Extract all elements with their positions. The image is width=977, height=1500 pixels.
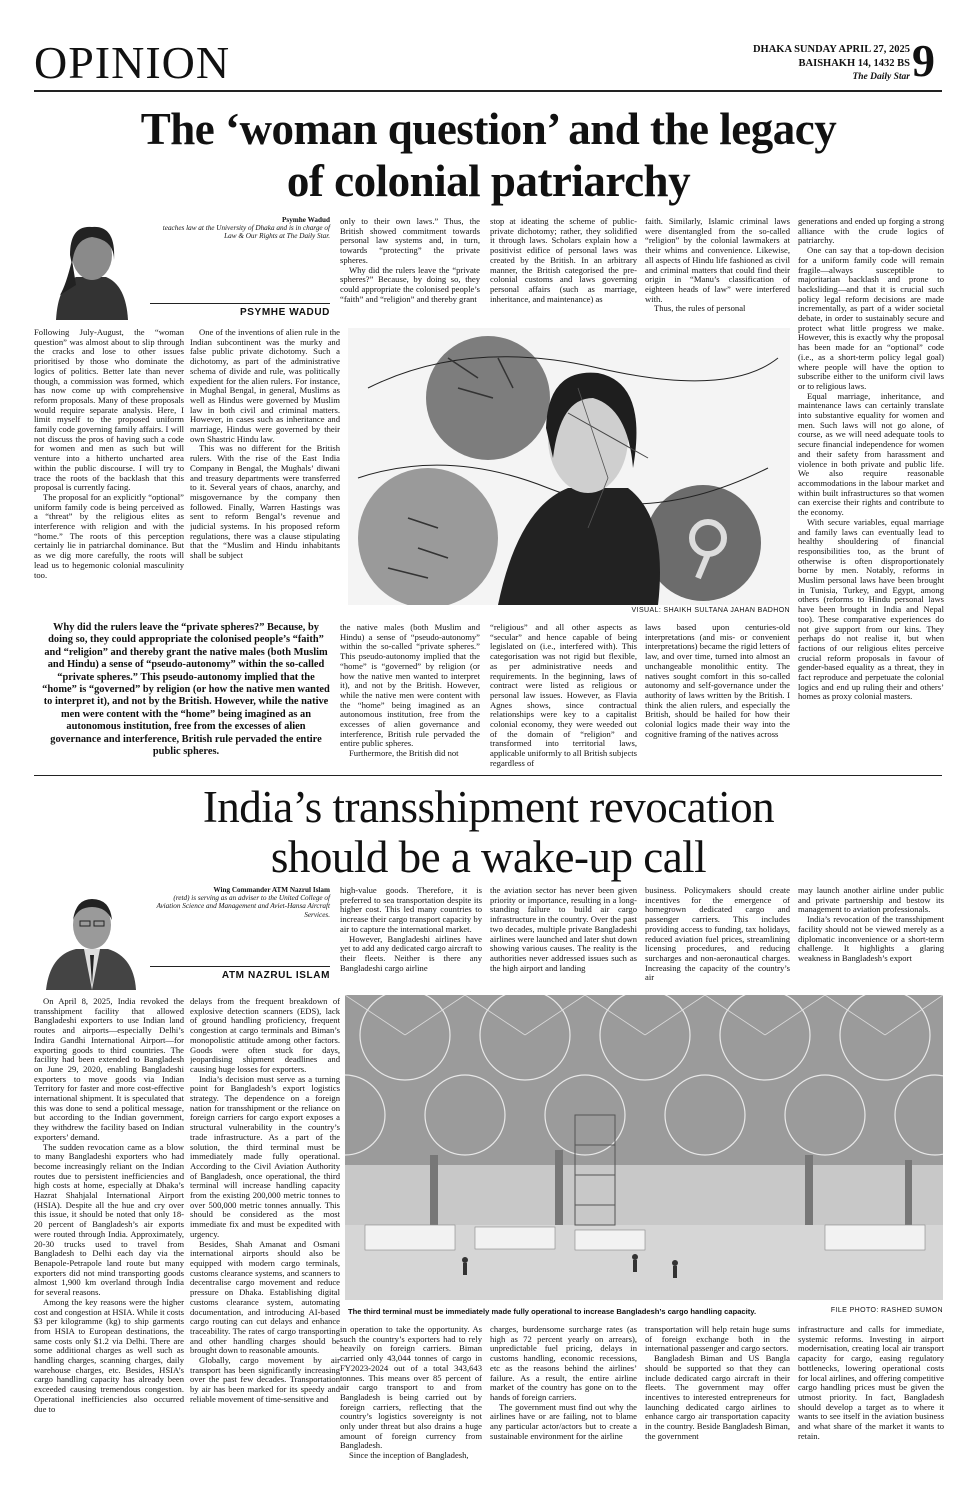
paragraph: Thus, the rules of personal xyxy=(654,303,746,314)
article1-col-h xyxy=(490,623,637,769)
date-line: DHAKA SUNDAY APRIL 27, 2025 xyxy=(752,44,910,55)
section-title: OPINION xyxy=(34,37,231,88)
paper-name: The Daily Star xyxy=(852,72,910,82)
paragraph: With secure variables, equal marriage and family laws can eventually lead to healthy shouldering of financial responsibilities too, as the brunt of otherwise is often disproportionately borne by men. Notably, reforms in Muslim personal laws have been brought in Tunisia, Turkey, and Egypt, among others (reforms to Hindu personal laws have been brought in India and Nepal too). These comparative experiences do not give support from our kins. They perhaps do not realise it, but when factions of our religious elites perceive crucial reform proposals in favour of gender-based equality as a threat, they in fact reproduce and perpetuate the colonial logics and end up ruling their and others’ homes as proxy colonial masters. xyxy=(798,516,944,702)
article1-col-i xyxy=(645,623,790,769)
article-divider xyxy=(34,775,942,776)
paragraph: On April 8, 2025, India revoked the transshipment facility that allowed Bangladeshi exporters to use Indian land routes and airports—especially Delhi’s Indira Gandhi International Airport—for exporting goods to third countries. The facility had been extended to Bangladesh on June 29, 2020, enabling Bangladeshi exporters to move goods via Indian Territory for faster and more cost-effective international shipment. It is speculated that this was done to send a political message, but according to the Indian government, they withdrew the facility based on Indian exporters’ demand. xyxy=(34,997,184,1142)
article2-col-f xyxy=(190,997,340,1475)
article1-visual-credit: VISUAL: SHAIKH SULTANA JAHAN BADHON xyxy=(631,607,790,614)
paragraph: high-value goods. Therefore, it is preferred to sea transportation despite its higher cost. This led many countries to increase their cargo transport capacity by air to capture the international market. xyxy=(340,886,482,934)
paragraph: transportation will help retain huge sums of foreign exchange both in the international passenger and cargo sectors. xyxy=(645,1325,790,1354)
paragraph: the aviation sector has never been given priority or importance, resulting in a long-standing failure to build air cargo infrastructure in the country. Over the past two decades, multiple private Bangladeshi airlines were launched and later shut down showing various causes. The reality is the authorities never addressed issues such as the high airport and landing xyxy=(490,886,637,973)
paragraph: Among the key reasons were the higher cost and congestion at HSIA. While it costs $3 per kilogramme (kg) to ship garments from HSIA to European destinations, the same costs only $1.2 via Delhi. There are some additional charges as well such as handling charges, scanning charges, daily warehouse charges, etc. Besides, HSIA’s cargo handling capacity has already been exceeded causing tremendous congestion. Operational inefficiencies also occurred due to xyxy=(34,1296,184,1414)
article2-col-b xyxy=(490,886,637,986)
paragraph: Why did the rulers leave the “private spheres?” Because, by doing so, they could appropriate the colonised people’s “faith” and “religion” and thereby grant xyxy=(340,264,480,304)
article2-col-c xyxy=(645,886,790,986)
paragraph: may launch another airline under public and private partnership and bestow its management to aviation professionals. xyxy=(798,886,944,915)
paragraph: the native males (both Muslim and Hindu) a sense of “pseudo-autonomy” within the so-called “private spheres.” This pseudo-autonomy implied that the “home” is “governed” by religion (or how the native men wanted to interpret it), and not by the British. However, while the native men were content with the “home” being imagined as an autonomous institution, free from the excesses of alien governance and interference, British rule pervaded the entire public spheres. xyxy=(340,623,480,749)
photo-caption: The third terminal must be immediately made fully operational to increase Bangladesh’s cargo handling capacity. xyxy=(348,1307,757,1316)
article1-col-a xyxy=(34,328,184,613)
paragraph: However, Bangladeshi airlines have yet to add any dedicated cargo aircraft to their fleets. Neither is there any Bangladeshi cargo airline xyxy=(340,933,482,973)
article2-author-name: Wing Commander ATM Nazrul Islam xyxy=(213,886,330,894)
article2-headline-line1: India’s transshipment revocation xyxy=(202,782,775,832)
paragraph: India’s revocation of the transshipment facility should not be viewed merely as a diplomatic inconvenience or a short-term challenge. It highlights a glaring weakness in Bangladesh’s export xyxy=(798,914,944,963)
paragraph: Globally, cargo movement by air transport has been significantly increasing over the past few decades. Transportation by air has been marked for its speedy and reliable movement of time-sensitive and xyxy=(190,1355,340,1404)
article2-col-j xyxy=(798,1325,944,1475)
article1-author-bio xyxy=(150,216,330,241)
paragraph: India’s decision must serve as a turning point for Bangladesh’s export logistics strategy. The dependence on a foreign nation for transshipment or the reliance on foreign carriers for cargo export exposes a structural vulnerability in the country’s trade infrastructure. As a part of the solution, the third terminal must be immediately made fully operational. According to the Civil Aviation Authority of Bangladesh, once operational, the third terminal will increase handling capacity from the existing 200,000 metric tonnes to over 500,000 metric tonnes annually. This should be considered as the most immediate fix and must be expedited with urgency. xyxy=(190,1073,340,1239)
paragraph: One can say that a top-down decision for a uniform family code will remain fragile—always susceptible to majoritarian backlash and prone to backsliding—and that it is crucial such policy legal reform decisions are made incrementally, as part of a wider societal debate, in order to sustainably secure and protect what little progress we make. However, this is exactly why the proposal has been made for an “optional” code (i.e., as a short-term policy legal goal) where people will have the option to subscribe either to the uniform civil laws or to religious laws. xyxy=(798,245,944,391)
paragraph: only to their own laws.” Thus, the British showed commitment towards personal law systems and, in turn, towards “protecting” the private spheres. xyxy=(340,217,480,265)
paragraph: delays from the frequent breakdown of explosive detection scanners (EDS), lack of ground handling proficiency, frequent congestion at cargo terminals and Biman’s monopolistic attitude among other factors. Goods were often stuck for days, jeopardising shipment deadlines and causing huge losses for exporters. xyxy=(190,997,340,1074)
paragraph: Furthermore, the British did not xyxy=(349,748,459,759)
article1-col-b xyxy=(190,328,340,613)
article2-col-a xyxy=(340,886,482,986)
article2-col-i xyxy=(645,1325,790,1475)
article2-col-d xyxy=(798,886,944,986)
paragraph: The proposal for an explicitly “optional” uniform family code is being perceived as a “threat” by the religious elites as interference with religion and with the “home.” The roots of this perception certainly lie in patriarchal dominance. But as we dig more carefully, the roots will lead us to hegemonic colonial masculinity too. xyxy=(34,491,184,580)
paragraph: Besides, Shah Amanat and Osmani international airports should also be equipped with modern cargo terminals, customs clearance systems, and scanners to decentralise cargo movement and reduce pressure on Dhaka. Establishing digital customs clearance system, automating documentation, and introducing AI-based cargo routing can cut delays and enhance traceability. The rates of cargo transporting and other handling charges should be brought down to reasonable amounts. xyxy=(190,1238,340,1356)
paragraph: infrastructure and calls for immediate, systemic reforms. Investing in airport modernisation, creating local air transport capacity for cargo, easing regulatory bottlenecks, lowering operational costs for local airlines, and offering competitive cargo handling prices must be given the utmost priority. In fact, Bangladesh should develop a target as to where it wants to see itself in the aviation business and what share of the market it wants to retain. xyxy=(798,1325,944,1441)
paragraph: Bangladesh Biman and US Bangla should be supported so that they can include dedicated cargo aircraft in their fleets. The government may offer incentives to interested entrepreneurs for launching dedicated cargo airlines to enhance cargo air transportation capacity in the country. Beside Bangladesh Biman, the government xyxy=(645,1353,790,1441)
paragraph: Since the inception of Bangladesh, xyxy=(349,1450,469,1461)
author-photo xyxy=(36,885,146,990)
article1-col-f xyxy=(798,217,944,769)
paragraph: charges, burdensome surcharge rates (as high as 72 percent yearly on arrears), unpredictable fuel pricing, delays in customs handling, economic recessions, etc as the reasons behind the airlines’ failure. As a result, the entire airline market of the country has gone on to the hands of foreign carriers. xyxy=(490,1325,637,1402)
article1-author-bio-text: teaches law at the University of Dhaka and is in charge of Law & Our Rights at The Daily Star. xyxy=(162,224,330,241)
paragraph: stop at ideating the scheme of public-private dichotomy; rather, they solidified it through laws. Scholars explain how a positivist edifice of personal laws was created by the British. In an arbitrary manner, the British categorised the pre-colonial customs and laws governing personal affairs (such as marriage, inheritance, and maintenance) as xyxy=(490,217,637,304)
paragraph: The government must find out why the airlines have or are failing, not to blame any particular actor/actors but to create a sustainable environment for the airline xyxy=(490,1401,637,1441)
paragraph: The sudden revocation came as a blow to many Bangladeshi exporters who had become increasingly reliant on the Indian routes due to persistent inefficiencies and high costs at home, especially at Dhaka’s Hazrat Shahjalal International Airport (HSIA). Despite all the hue and cry over this issue, it should be noted that only 18-20 percent of Bangladesh’s air exports were routed through India. Approximately, 20-30 trucks used to travel from Bangladesh to Delhi each day via the Benapole-Petrapole land route but many exporters did not mind transporting goods almost 1,900 km overland through India for several reasons. xyxy=(34,1141,184,1298)
article1-col-d xyxy=(490,217,637,322)
article1-illustration xyxy=(348,328,790,605)
paragraph: This was no different for the British rulers. With the rise of the East India Company in Bengal, the Mughals’ diwani and treasury departments were transferred to it. Several years of chaos, anarchy, and misgovernance by the company then followed. Finally, Warren Hastings was sent to reform Bengal’s revenue and judicial systems. In his proposed reform regulations, there was a clause stipulating that the “Muslim and Hindu inhabitants shall be subject xyxy=(190,443,340,561)
paragraph: generations and ended up forging a strong alliance with the crude logics of patriarchy. xyxy=(798,217,944,246)
paragraph: in operation to take the opportunity. As such the country’s exporters had to rely heavily on foreign carriers. Biman carried only 43,044 tonnes of cargo in FY2023-2024 out of a total 343,643 tonnes. This means over 85 percent of air cargo transport to and from Bangladesh is being carried out by foreign carriers, reflecting that the country’s logistics sovereignty is not only under threat but also drains a huge amount of foreign currency from Bangladesh. xyxy=(340,1325,482,1451)
masthead-rule xyxy=(34,90,942,92)
article1-author-name: Psymhe Wadud xyxy=(282,216,330,224)
paragraph: Following July-August, the “woman question” was almost about to slip through the cracks and lose to other issues prioritised by those who dominate the logics of politics. Better late than never though, a commission was formed, which has now come up with comprehensive reform proposals. Many of these proposals would require separate analysis. Here, I limit myself to the proposed uniform family code governing family affairs. I will not discuss the pros of having such a code for women and men as such but will venture into a hitherto uncharted area within the public discourse. I will try to trace the roots of the backlash that this proposal is currently facing. xyxy=(34,328,184,493)
terminal-photo xyxy=(345,995,943,1300)
author-photo xyxy=(36,215,146,320)
article2-headline-line2: should be a wake-up call xyxy=(270,832,707,882)
article2-author-bio-text: (retd) is serving as an adviser to the United College of Aviation Science and Management and Aviet-Hansa Aircraft Services. xyxy=(156,894,330,919)
paragraph: “religious” and all other aspects as “secular” and hence capable of being legislated on (i.e., interfered with). This categorisation was not rigid but flexible, as per administrative needs and requirements. In the beginning, laws of contract were listed as religious or personal law issues. However, as Flavia Agnes shows, since contractual relationships were key to a capitalist colonial economy, they were weeded out of the domain of “religion” and transformed into territorial laws, applicable uniformly to all British subjects regardless of xyxy=(490,623,637,768)
page-number: 9 xyxy=(912,35,935,86)
article2-col-g xyxy=(340,1325,482,1475)
paragraph: business. Policymakers should create incentives for the emergence of homegrown dedicated cargo and passenger carriers. This includes providing access to funding, tax holidays, reduced aviation fuel prices, streamlining licensing procedures, and reducing surcharges and non-aeronautical charges. Increasing the capacity of the country’s air xyxy=(645,886,790,983)
article1-headline-line2: of colonial patriarchy xyxy=(286,156,691,206)
article1-col-e xyxy=(645,217,790,322)
article1-author-tag: PSYMHE WADUD xyxy=(240,307,330,318)
article2-col-h xyxy=(490,1325,637,1475)
article2-author-bio xyxy=(150,886,330,919)
article2-col-e xyxy=(34,997,184,1475)
photo-credit: FILE PHOTO: RASHED SUMON xyxy=(830,1307,943,1314)
paragraph: Equal marriage, inheritance, and maintenance laws can certainly translate into substantive equality for women and men. Such laws will not go alone, of course, as we will need adequate tools to secure financial independence for women and their safety from harassment and violence in both private and public life. We also require reasonable accommodations in the labour market and within built infrastructures so that women can exercise their rights and contribute to the economy. xyxy=(798,390,944,518)
article1-pull-quote: Why did the rulers leave the “private spheres?” Because, by doing so, they could appropriate the colonised people’s “faith” and “religion” and thereby grant the native males (both Muslim and Hindu) a sense of “pseudo-autonomy” within the so-called “private spheres.” This pseudo-autonomy implied that the “home” is “governed” by religion (or how the native men wanted to interpret it), and not by the British. However, while the native men were content with the “home” being imagined as an autonomous institution, free from the excesses of alien governance and interference, British rule pervaded the entire public spheres. xyxy=(42,622,330,758)
paragraph: faith. Similarly, Islamic criminal laws were disentangled from the so-called “religion” by the colonial lawmakers at their whims and convenience. Likewise, all aspects of Hindu life fashioned as civil and criminal matters that could find their origin in “Manu’s classification of eighteen heads of law” were interfered with. xyxy=(645,217,790,304)
article1-col-g xyxy=(340,623,480,769)
article2-author-tag: ATM NAZRUL ISLAM xyxy=(221,970,330,981)
article1-headline-line1: The ‘woman question’ and the legacy xyxy=(140,104,837,154)
bengali-date: BAISHAKH 14, 1432 BS xyxy=(798,58,910,69)
byline-rule xyxy=(150,966,330,967)
paragraph: laws based upon centuries-old interpretations (and mis- or convenient interpretations) became the rigid letters of law, and over time, turned into almost an unchangeable monolithic entity. The natives sought comfort in this so-called autonomy and self-governance under the authority of laws written by the British. I think the alien rulers, and especially the British, should be hailed for how their colonial logics made their way into the cognitive framing of the natives across xyxy=(645,623,790,739)
paragraph: One of the inventions of alien rule in the Indian subcontinent was the murky and false public private dichotomy. Such a dichotomy, as part of the administrative schema of divide and rule, was politically expedient for the alien rulers. For instance, in Mughal Bengal, in general, Muslims as well as Hindus were governed by Muslim law in both civil and criminal matters. However, in cases such as inheritance and marriage, Hindus were governed by their own Shastric Hindu law. xyxy=(190,328,340,444)
article1-col-c xyxy=(340,217,480,322)
byline-rule xyxy=(150,303,330,304)
